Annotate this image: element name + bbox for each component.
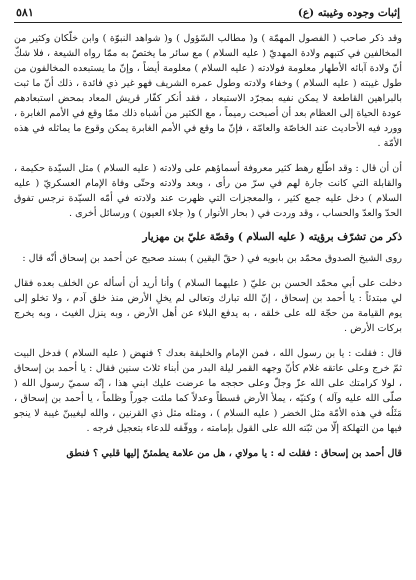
paragraph-4: دخلت على أبي محمّد الحسن بن عليّ ( عليهما السلام ) وأنا أريد أن أسأله عن الخلف بعده فقال لي مبتدئاً : يا أحمد بن إسحاق ، إنّ الله تبارك وتعالى لم يخلِ الأرض منذ خلق آدم ، ولا تخلو إلى يوم القيامة من حجّة لله على خلقه ، به يدفع البلاء عن أهل الأرض ، وبه ينزل الغيث ، وبه يخرج بركات الأرض .	[14, 278, 402, 334]
paragraph-1: وقد ذكر صاحب ( الفصول المهمّة ) و( مطالب السّؤول ) و( شواهد النبوّة ) وابن خلّكان وكثير من المخالفين في كتبهم ولادة المهديّ ( عليه السلام ) مع سائر ما يختصّ به ممّا رواه الشيعة ، فلا شكّ أنّ ولادة آبائه الأطهار معلومة فولادته ( عليه السلام ) معلومة أيضاً ، وإنّ ما يستبعده المخالفون من طول غيبته ( عليه السلام ) وخفاء ولادته وطول عمره الشريف فهو غير ذي فائدة ، ذلك أنّ ما ثبت بالبراهين القاطعة لا يمكن نفيه بمجرّد الاستبعاد ، فقد أنكر كفّار قريش المعاد بمحض استبعادهم عودة الحياة إلى العظام بعد أن أصبحت رميماً ، مع الكثير من أشباه ذلك ممّا وقع في الأمم الغابرة ، وورد فيه الأحاديث عند الخاصّة والعامّة ، فإنّ ما وقع في الأمم الغابرة يمكن وقوع ما يماثله في هذه الأمّة .	[14, 33, 402, 149]
paragraph-6: قال أحمد بن إسحاق : فقلت له : يا مولاي ، هل من علامة يطمئنّ إليها قلبي ؟ فنطق	[66, 448, 402, 459]
paragraph-2: أن أن قال : وقد اطّلع رهط كثير معروفة أسماؤهم على ولادته ( عليه السلام ) مثل السيّدة حكيمة ، والقابلة التي كانت جارة لهم في سرّ من رأى ، وبعد ولادته وحتّى وفاة الإمام العسكريّ ( عليه السلام ) دخل عليه جمع كثير ، والمعجزات التي ظهرت عند ولادته في أمّه السيّدة نرجس تفوق الحدّ والعدّ والحساب ، وقد وردت في ( بحار الأنوار ) و( جلاء العيون ) ورسائل أخرى .	[14, 163, 402, 219]
paragraph-5: قال : فقلت : يا بن رسول الله ، فمن الإمام والخليفة بعدك ؟ فنهض ( عليه السلام ) فدخل البيت ثمّ خرج وعلى عاتقه غلام كأنّ وجهه القمر ليلة البدر من أبناء ثلاث سنين فقال : يا أحمد بن إسحاق ، لولا كرامتك على الله عزّ وجلّ وعلى حججه ما عرضت عليك ابني هذا ، إنّه سميّ رسول الله ( صلّى الله عليه وآله ) وكنيّه ، يملأ الأرض قسطاً وعدلاً كما ملئت جوراً وظلماً ، يا أحمد بن إسحاق ، مَثَلُه في هذه الأمّة مثل الخضر ( عليه السلام ) ، ومثله مثل ذي القرنين ، والله ليغيبنّ غيبة لا ينجو فيها من التهلكة إلّا من ثبّته الله على القول بإمامته ، ووفّقه للدعاء بتعجيل فرجه .	[14, 348, 402, 434]
running-title: إثبات وجوده وغيبته (ع)	[297, 7, 400, 19]
paragraph-3: روى الشيخ الصدوق محمّد بن بابويه في ( حقّ اليقين ) بسند صحيح عن أحمد بن إسحاق أنّه قال :	[22, 253, 402, 264]
running-header	[14, 4, 402, 23]
section-heading: ذكر من تشرّف برؤيته ( عليه السلام ) وقصّة عليّ بن مهزيار	[142, 231, 402, 243]
page-number: ٥٨١	[16, 6, 34, 19]
